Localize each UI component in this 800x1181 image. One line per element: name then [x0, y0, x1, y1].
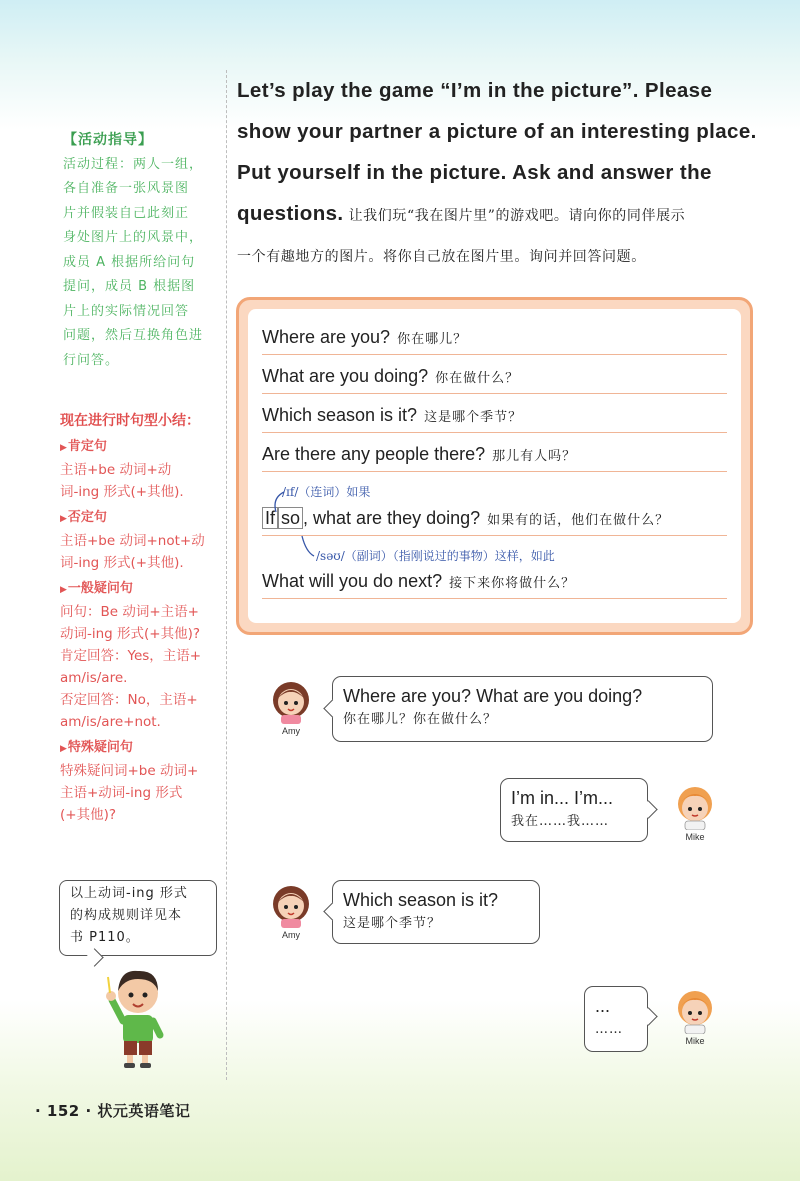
summary-section-label: ▶ 肯定句	[60, 436, 225, 459]
question-zh: 那儿有人吗？	[492, 449, 577, 464]
question-zh: 你在做什么？	[435, 371, 520, 386]
question-en: Are there any people there?	[262, 444, 486, 464]
question-row	[262, 444, 727, 472]
guide-line: 片上的实际情况回答	[63, 303, 190, 319]
summary-line: 词-ing 形式(+其他).	[60, 484, 184, 500]
question-en: What will you do next?	[262, 571, 443, 591]
summary-section-label: ▶ 一般疑问句	[60, 578, 225, 601]
speech-bubble	[584, 986, 648, 1052]
speech-bubble	[332, 880, 540, 944]
word-so: so	[278, 507, 303, 529]
amy-avatar	[266, 878, 316, 928]
question-en: Which season is it?	[262, 405, 418, 425]
guide-line: 各自准备一张风景图	[63, 181, 190, 196]
so-note: /səʊ/（副词）（指刚说过的事物）这样，如此	[316, 549, 555, 563]
intro-line-1: Let’s play the game “I’m in the picture”. Please	[237, 79, 713, 102]
intro-zh-line-2: 一个有趣地方的图片。将你自己放在图片里。询问并回答问题。	[237, 249, 646, 265]
intro-line-2: show your partner a picture of an interesting place.	[237, 120, 757, 143]
mike-avatar	[670, 780, 720, 830]
summary-section-label: ▶ 否定句	[60, 507, 225, 530]
speech-bubble	[500, 778, 648, 842]
guide-line: 活动过程：两人一组，	[63, 156, 204, 172]
speaker-label: Amy	[282, 726, 300, 736]
boy-illustration	[100, 955, 170, 1070]
summary-line: 词-ing 形式(+其他).	[60, 555, 184, 571]
summary-line: 问句：Be 动词+主语+	[60, 604, 199, 620]
if-note: /ɪf/（连词）如果	[282, 485, 371, 499]
book-title: 状元英语笔记	[97, 1102, 191, 1120]
activity-guide	[63, 128, 223, 373]
question-en: What are you doing?	[262, 366, 429, 386]
intro-line-4	[237, 193, 762, 237]
guide-line: 问题，然后互换角色进	[63, 328, 204, 343]
question-row	[262, 571, 727, 599]
amy-avatar	[266, 674, 316, 724]
summary-line: 主语+动词-ing 形式	[60, 785, 183, 801]
summary-section-label: ▶ 特殊疑问句	[60, 737, 225, 760]
page-number: · 152 ·	[35, 1102, 92, 1120]
speech-bubble	[332, 676, 713, 742]
guide-line: 行问答。	[63, 352, 120, 368]
summary-line: 主语+be 动词+not+动	[60, 533, 205, 549]
tip-line: 的构成规则详见本	[70, 908, 183, 923]
intro-zh-line-1: 让我们玩“我在图片里”的游戏吧。请向你的同伴展示	[343, 208, 686, 224]
guide-line: 片并假装自己此刻正	[63, 205, 190, 221]
intro-paragraph	[237, 70, 762, 278]
summary-line: 肯定回答：Yes，主语+	[60, 648, 202, 664]
speech-en: ...	[595, 996, 611, 1016]
speech-en: Which season is it?	[343, 890, 499, 910]
question-frame-inner	[248, 309, 741, 623]
speech-en: Where are you? What are you doing?	[343, 686, 643, 706]
question-row	[262, 508, 727, 536]
tip-line: 以上动词-ing 形式	[70, 886, 188, 901]
page-footer	[35, 1100, 190, 1121]
summary-line: 特殊疑问词+be 动词+	[60, 763, 199, 779]
question-zh: 这是哪个季节？	[424, 410, 523, 425]
tip-line: 书 P110。	[70, 930, 140, 945]
intro-line-3: Put yourself in the picture. Ask and answer the	[237, 161, 712, 184]
summary-line: am/is/are.	[60, 670, 128, 686]
speech-zh: 这是哪个季节？	[343, 916, 442, 931]
mike-avatar	[670, 984, 720, 1034]
summary-line: (+其他)?	[60, 807, 117, 823]
question-row	[262, 327, 727, 355]
summary-line: 动词-ing 形式(+其他)?	[60, 626, 201, 642]
summary-line: 主语+be 动词+动	[60, 462, 172, 478]
intro-questions-word: questions.	[237, 202, 344, 225]
guide-line: 提问，成员 B 根据图	[63, 279, 196, 294]
summary-line: am/is/are+not.	[60, 714, 161, 730]
question-en: , what are they doing?	[303, 508, 481, 528]
speech-en: I’m in... I’m...	[511, 788, 614, 808]
question-row	[262, 405, 727, 433]
guide-line: 身处图片上的风景中，	[63, 230, 204, 245]
speaker-label: Mike	[685, 1036, 705, 1046]
speech-zh: 我在……我……	[511, 814, 610, 829]
grammar-summary	[60, 410, 225, 826]
tip-bubble	[59, 880, 217, 956]
speaker-label: Mike	[685, 832, 705, 842]
speaker-label: Amy	[282, 930, 300, 940]
question-frame	[236, 297, 753, 635]
question-zh: 接下来你将做什么？	[449, 576, 576, 591]
guide-line: 成员 A 根据所给问句	[63, 254, 196, 270]
summary-title: 现在进行时句型小结：	[60, 413, 200, 429]
question-row	[262, 366, 727, 394]
activity-guide-heading: 【活动指导】	[63, 132, 153, 148]
question-zh: 如果有的话，他们在做什么？	[487, 513, 670, 528]
speech-zh: ……	[595, 1022, 623, 1037]
word-if: If	[262, 507, 278, 529]
question-zh: 你在哪儿？	[397, 332, 468, 347]
column-divider	[226, 70, 227, 1080]
summary-line: 否定回答：No，主语+	[60, 692, 198, 708]
speech-zh: 你在哪儿？你在做什么？	[343, 712, 498, 727]
question-en: Where are you?	[262, 327, 391, 347]
